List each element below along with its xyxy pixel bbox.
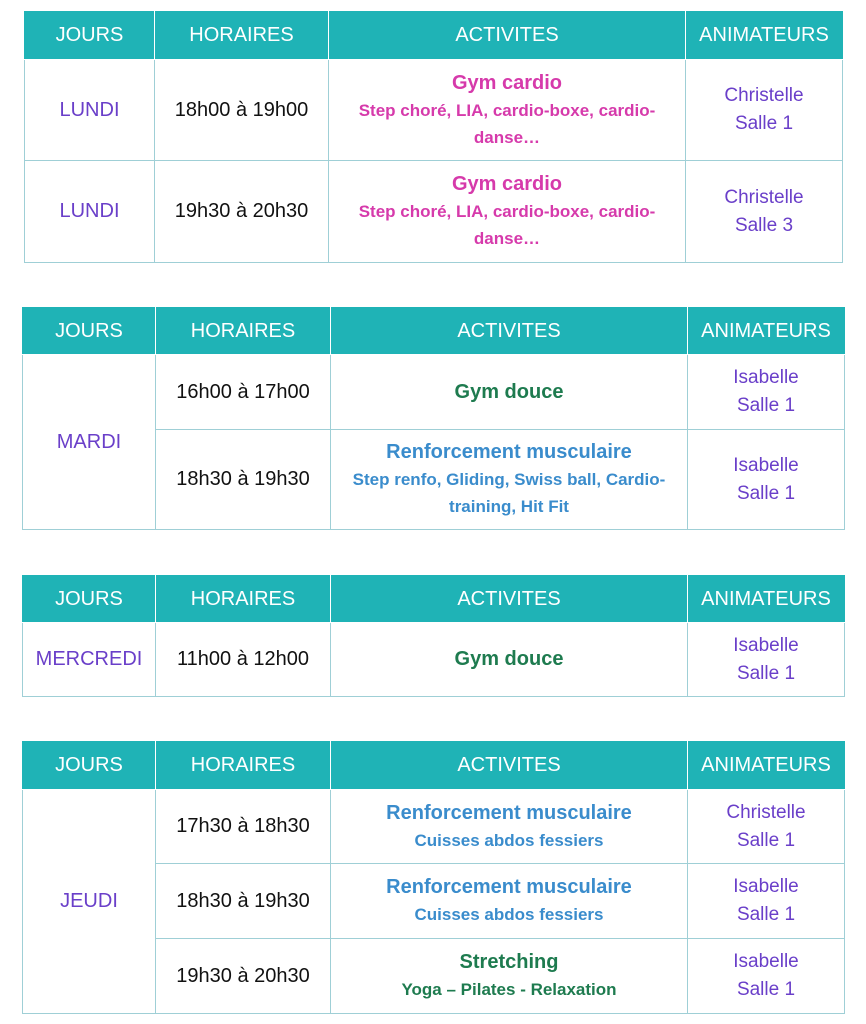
header-row <box>25 12 843 60</box>
activity-details: Cuisses abdos fessiers <box>414 905 604 924</box>
header-jours: JOURS <box>25 12 155 60</box>
schedule-table-mercredi <box>22 575 845 697</box>
animator-name: Isabelle <box>733 634 799 656</box>
animator-name: Christelle <box>724 186 804 208</box>
activity-title: Gym cardio <box>451 173 563 195</box>
room-label: Salle 1 <box>736 829 796 851</box>
header-activites: ACTIVITES <box>331 308 688 355</box>
time-cell: 19h30 à 20h30 <box>156 939 331 1014</box>
header-activites: ACTIVITES <box>331 742 688 790</box>
activity-cell <box>331 430 688 530</box>
header-animateurs: ANIMATEURS <box>688 742 845 790</box>
activity-cell <box>329 161 686 263</box>
room-label: Salle 1 <box>736 979 796 1000</box>
header-row <box>23 576 845 623</box>
time-cell: 19h30 à 20h30 <box>155 161 329 263</box>
schedule-table-jeudi <box>22 741 845 1014</box>
room-label: Salle 1 <box>736 482 796 504</box>
animator-name: Isabelle <box>733 951 799 972</box>
animator-cell <box>688 939 845 1014</box>
activity-cell <box>331 355 688 430</box>
animator-name: Isabelle <box>733 367 799 388</box>
header-activites: ACTIVITES <box>331 576 688 623</box>
animator-cell <box>688 864 845 939</box>
animator-name: Christelle <box>724 85 804 106</box>
header-horaires: HORAIRES <box>156 308 331 355</box>
activity-title: Stretching <box>459 951 559 973</box>
schedule-table-mardi <box>22 307 845 530</box>
room-label: Salle 3 <box>734 214 794 236</box>
activity-title: Gym douce <box>454 648 564 670</box>
animator-cell <box>688 623 845 697</box>
activity-details: Cuisses abdos fessiers <box>414 830 604 850</box>
header-animateurs: ANIMATEURS <box>688 308 845 355</box>
time-cell: 18h30 à 19h30 <box>156 430 331 530</box>
day-cell: MARDI <box>23 355 156 530</box>
activity-details: Step choré, LIA, cardio-boxe, cardio-danse… <box>358 100 656 147</box>
table-row <box>23 355 845 430</box>
table-row <box>23 790 845 864</box>
header-jours: JOURS <box>23 308 156 355</box>
room-label: Salle 1 <box>734 113 794 134</box>
header-jours: JOURS <box>23 742 156 790</box>
time-cell: 18h00 à 19h00 <box>155 60 329 161</box>
day-cell: LUNDI <box>25 161 155 263</box>
day-cell: LUNDI <box>25 60 155 161</box>
header-animateurs: ANIMATEURS <box>686 12 843 60</box>
animator-cell <box>688 790 845 864</box>
table-row <box>25 60 843 161</box>
animator-cell <box>686 60 843 161</box>
schedule-table-lundi <box>24 11 843 263</box>
activity-title: Renforcement musculaire <box>386 876 632 898</box>
day-cell: MERCREDI <box>23 623 156 697</box>
animator-name: Isabelle <box>733 876 799 897</box>
header-row <box>23 308 845 355</box>
time-cell: 18h30 à 19h30 <box>156 864 331 939</box>
time-cell: 11h00 à 12h00 <box>156 623 331 697</box>
header-horaires: HORAIRES <box>155 12 329 60</box>
header-animateurs: ANIMATEURS <box>688 576 845 623</box>
activity-details: Step choré, LIA, cardio-boxe, cardio-danse… <box>358 202 656 248</box>
day-cell: JEUDI <box>23 790 156 1014</box>
animator-name: Isabelle <box>733 454 799 476</box>
room-label: Salle 1 <box>736 662 796 684</box>
header-horaires: HORAIRES <box>156 742 331 790</box>
room-label: Salle 1 <box>736 395 796 416</box>
activity-cell <box>331 623 688 697</box>
animator-cell <box>686 161 843 263</box>
activity-title: Gym douce <box>454 380 564 403</box>
time-cell: 17h30 à 18h30 <box>156 790 331 864</box>
activity-title: Renforcement musculaire <box>386 441 632 463</box>
header-jours: JOURS <box>23 576 156 623</box>
animator-cell <box>688 430 845 530</box>
animator-name: Christelle <box>726 801 806 823</box>
activity-cell <box>329 60 686 161</box>
table-row <box>23 623 845 697</box>
activity-cell <box>331 864 688 939</box>
table-row <box>25 161 843 263</box>
activity-cell <box>331 939 688 1014</box>
header-horaires: HORAIRES <box>156 576 331 623</box>
activity-cell <box>331 790 688 864</box>
activity-title: Gym cardio <box>451 71 563 94</box>
animator-cell <box>688 355 845 430</box>
activity-details: Step renfo, Gliding, Swiss ball, Cardio-training, Hit Fit <box>352 470 666 516</box>
header-row <box>23 742 845 790</box>
time-cell: 16h00 à 17h00 <box>156 355 331 430</box>
header-activites: ACTIVITES <box>329 12 686 60</box>
room-label: Salle 1 <box>736 904 796 925</box>
activity-title: Renforcement musculaire <box>386 801 632 824</box>
activity-details: Yoga – Pilates - Relaxation <box>401 980 617 999</box>
